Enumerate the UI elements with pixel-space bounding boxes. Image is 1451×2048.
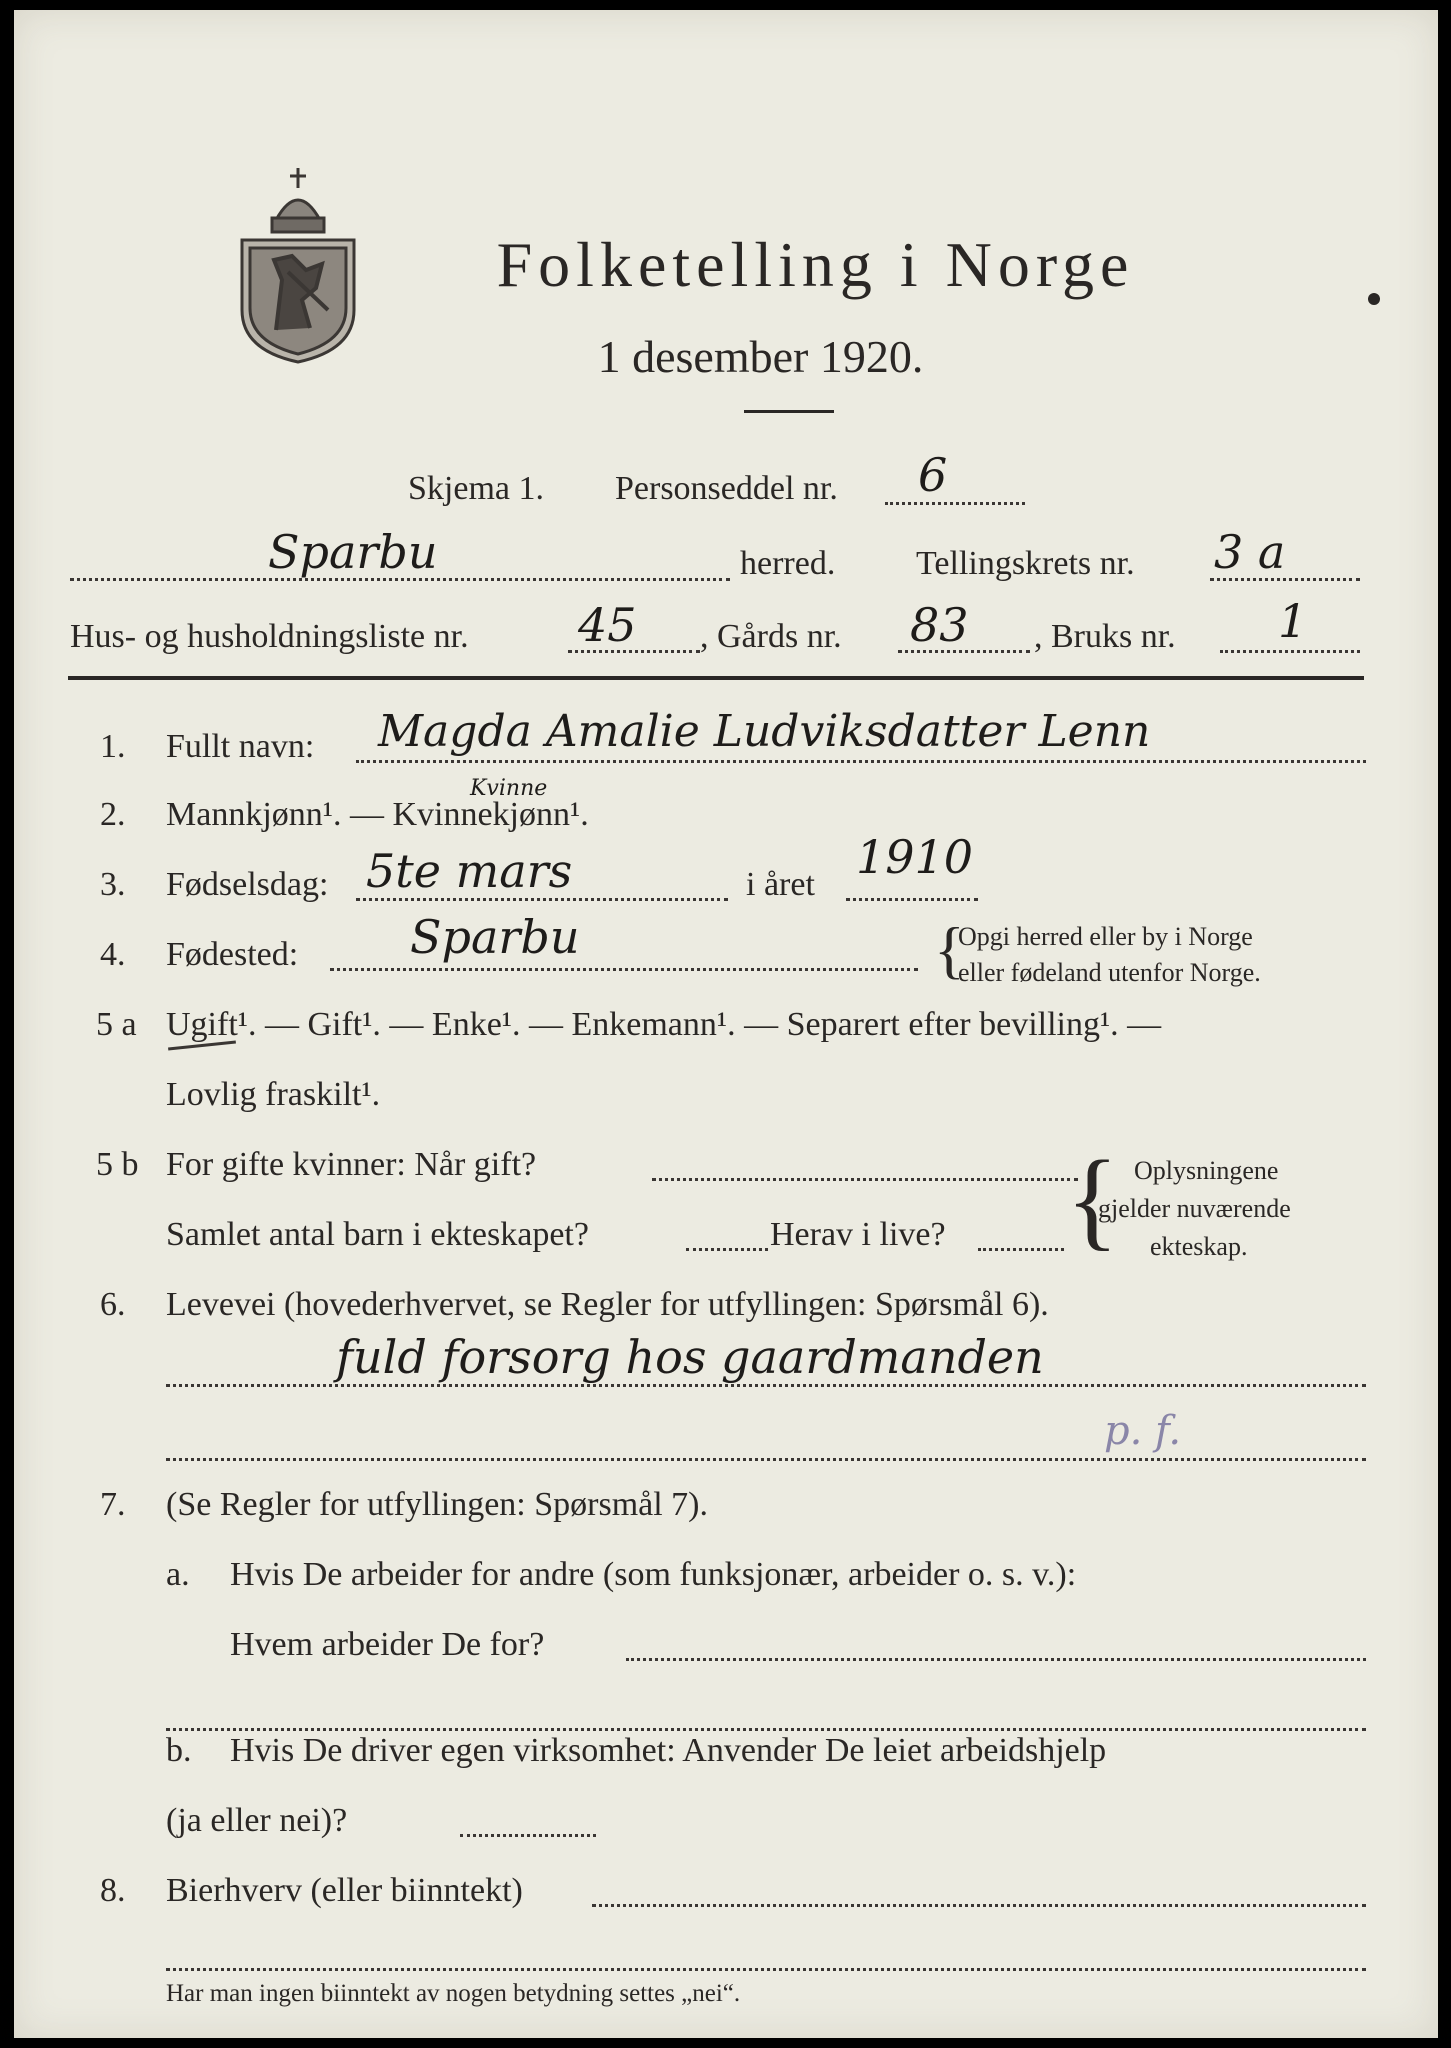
q5b-label: For gifte kvinner: Når gift? <box>166 1146 537 1183</box>
q7a-field-line-1 <box>626 1658 1366 1661</box>
form-subtitle: 1 desember 1920. <box>597 331 924 382</box>
q2-number: 2. <box>100 796 126 833</box>
gards-value[interactable]: 83 <box>910 598 969 652</box>
q8-number: 8. <box>100 1872 126 1909</box>
q6-label: Levevei (hovederhvervet, se Regler for utfyllingen: Spørsmål 6). <box>166 1286 1049 1323</box>
q1-label: Fullt navn: <box>166 728 315 765</box>
q5a-number: 5 a <box>96 1006 137 1043</box>
footer-note: Har man ingen biinntekt av nogen betydning settes „nei“. <box>166 1980 741 2007</box>
birth-year-value[interactable]: 1910 <box>856 830 974 884</box>
q2-annotation: Kvinne <box>470 776 548 801</box>
q5b-note-line3: ekteskap. <box>1150 1232 1248 1261</box>
q3-year-field-line <box>846 898 978 901</box>
q5b-label-3: Herav i live? <box>770 1216 946 1253</box>
q5b-number: 5 b <box>96 1146 139 1183</box>
q5b-children-field-line <box>686 1248 768 1251</box>
q8-field-line-1 <box>592 1904 1366 1907</box>
birthdate-value[interactable]: 5te mars <box>366 844 573 898</box>
occupation-value[interactable]: fuld forsorg hos gaardmanden <box>336 1330 1044 1384</box>
q3-number: 3. <box>100 866 126 903</box>
q7-label: (Se Regler for utfyllingen: Spørsmål 7). <box>166 1486 709 1523</box>
q6-pencil-mark: p. f. <box>1104 1408 1182 1454</box>
q3-field-line <box>356 898 728 901</box>
q4-note-line1: Opgi herred eller by i Norge <box>958 922 1253 951</box>
q4-number: 4. <box>100 936 126 973</box>
q3-label: Fødselsdag: <box>166 866 329 903</box>
tellingskrets-label: Tellingskrets nr. <box>916 545 1135 582</box>
bruks-value[interactable]: 1 <box>1278 594 1308 648</box>
form-title: Folketelling i Norge <box>496 229 1135 300</box>
q1-number: 1. <box>100 728 126 765</box>
q5b-note-line1: Oplysningene <box>1134 1156 1279 1185</box>
q3-year-label: i året <box>746 866 815 903</box>
q7b-label-2: (ja eller nei)? <box>166 1802 348 1839</box>
q2-label: Mannkjønn¹. — Kvinnekjønn¹. <box>166 796 589 833</box>
q4-note-line2: eller fødeland utenfor Norge. <box>958 958 1261 987</box>
q7a-number: a. <box>166 1556 190 1593</box>
q4-label: Fødested: <box>166 936 299 973</box>
full-name-value[interactable]: Magda Amalie Ludviksdatter Lenn <box>378 706 1151 757</box>
q5a-label: Ugift¹. — Gift¹. — Enke¹. — Enkemann¹. — Separert efter bevilling¹. — <box>166 1006 1162 1043</box>
personseddel-label: Personseddel nr. <box>615 470 838 507</box>
q7a-label-2: Hvem arbeider De for? <box>230 1626 545 1663</box>
q7a-field-line-2 <box>166 1728 1366 1731</box>
gards-label: , Gårds nr. <box>700 618 842 655</box>
q5b-brace: { <box>1066 1138 1119 1260</box>
personseddel-value[interactable]: 6 <box>918 448 948 502</box>
q6-number: 6. <box>100 1286 126 1323</box>
husliste-value[interactable]: 45 <box>578 598 637 652</box>
bruks-field-line <box>1220 650 1360 653</box>
herred-value[interactable]: Sparbu <box>268 525 438 579</box>
header-separator <box>68 676 1364 680</box>
skjema-label: Skjema 1. <box>408 470 544 507</box>
bruks-label: , Bruks nr. <box>1034 618 1176 655</box>
husliste-label: Hus- og husholdningsliste nr. <box>70 618 469 655</box>
birthplace-value[interactable]: Sparbu <box>410 910 580 964</box>
q6-field-line-2 <box>166 1458 1366 1461</box>
q7b-label: Hvis De driver egen virksomhet: Anvender De leiet arbeidshjelp <box>230 1732 1107 1769</box>
q5b-alive-field-line <box>978 1248 1064 1251</box>
q7-number: 7. <box>100 1486 126 1523</box>
ink-dot <box>1368 293 1380 305</box>
herred-label: herred. <box>740 545 836 582</box>
q5b-married-field-line <box>652 1178 1078 1181</box>
personseddel-field-line <box>885 502 1025 505</box>
q6-field-line-1 <box>166 1384 1366 1387</box>
q7a-label: Hvis De arbeider for andre (som funksjonær, arbeider o. s. v.): <box>230 1556 1077 1593</box>
q4-field-line <box>330 968 918 971</box>
q5b-note-line2: gjelder nuværende <box>1098 1194 1291 1223</box>
q7b-field-line <box>460 1834 596 1837</box>
q8-label: Bierhverv (eller biinntekt) <box>166 1872 523 1909</box>
q5b-label-2: Samlet antal barn i ekteskapet? <box>166 1216 589 1253</box>
q7b-number: b. <box>166 1732 192 1769</box>
q1-field-line <box>356 760 1366 763</box>
q8-field-line-2 <box>166 1968 1366 1971</box>
title-divider <box>744 410 834 413</box>
q4-brace: { <box>934 914 965 985</box>
tellingskrets-value[interactable]: 3 a <box>1214 525 1286 579</box>
q5a-label-2: Lovlig fraskilt¹. <box>166 1076 381 1113</box>
